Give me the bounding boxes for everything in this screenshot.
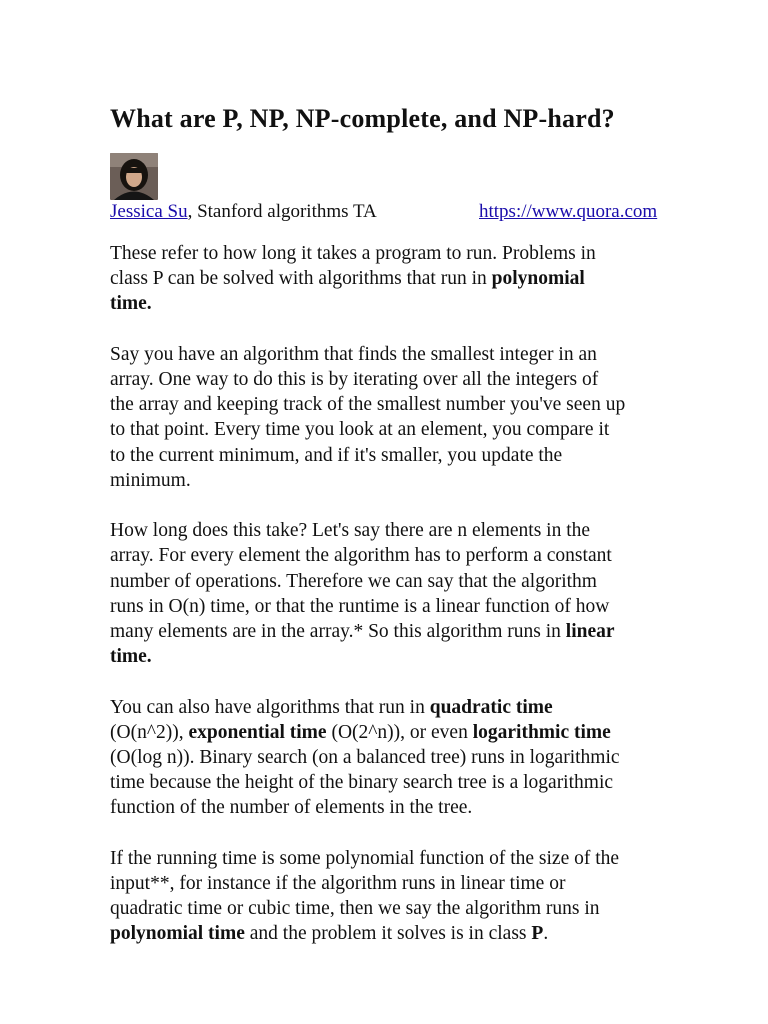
paragraph-3 [110, 518, 730, 669]
paragraph-1 [110, 241, 730, 317]
text-line: array. For every element the algorithm has to perform a constant [110, 545, 612, 567]
text-line: the array and keeping track of the smallest number you've seen up [110, 394, 626, 416]
paragraph-2 [110, 342, 730, 493]
text-line [110, 644, 730, 669]
bold-term: polynomial [491, 268, 585, 290]
avatar [110, 153, 158, 200]
text-line: number of operations. Therefore we can say that the algorithm [110, 570, 597, 592]
author-link[interactable]: Jessica Su [110, 201, 188, 222]
page-title: What are P, NP, NP-complete, and NP-hard? [110, 104, 615, 133]
bold-term: logarithmic time [472, 721, 611, 743]
text-line: class P can be solved with algorithms that run in polynomial [110, 268, 585, 290]
author-role: , Stanford algorithms TA [187, 201, 377, 222]
bold-term: polynomial time [110, 923, 245, 945]
text-line: function of the number of elements in the tree. [110, 797, 473, 819]
bold-term: linear [565, 621, 615, 643]
byline [110, 201, 658, 223]
bold-term: time. [110, 646, 152, 668]
paragraph-4 [110, 695, 730, 821]
text-line: input**, for instance if the algorithm runs in linear time or [110, 873, 566, 895]
text-line: If the running time is some polynomial function of the size of the [110, 847, 620, 869]
text-line: many elements are in the array.* So this algorithm runs in linear [110, 621, 615, 643]
text-line: to that point. Every time you look at an element, you compare it [110, 419, 610, 441]
text-line: time because the height of the binary search tree is a logarithmic [110, 772, 614, 794]
text-line: (O(n^2)), exponential time (O(2^n)), or even logarithmic time [110, 721, 611, 743]
text-line: You can also have algorithms that run in quadratic time [110, 696, 553, 718]
paragraph-5 [110, 846, 730, 947]
text-line: array. One way to do this is by iterating over all the integers of [110, 369, 599, 390]
text-line: quadratic time or cubic time, then we say the algorithm runs in [110, 898, 600, 920]
text-line: runs in O(n) time, or that the runtime is a linear function of how [110, 595, 610, 617]
bold-term: time. [110, 293, 152, 315]
article-body [110, 241, 730, 972]
bold-term: P [531, 923, 544, 945]
text-line: minimum. [110, 469, 191, 491]
source-link[interactable]: https://www.quora.com [479, 201, 658, 222]
text-line: How long does this take? Let's say there are n elements in the [110, 520, 591, 542]
text-line: polynomial time and the problem it solves is in class P. [110, 923, 549, 945]
text-line: to the current minimum, and if it's smaller, you update the [110, 444, 563, 466]
text-line: These refer to how long it takes a program to run. Problems in [110, 243, 596, 264]
text-line: Say you have an algorithm that finds the smallest integer in an [110, 343, 597, 365]
bold-term: quadratic time [429, 696, 553, 718]
text-line: (O(log n)). Binary search (on a balanced tree) runs in logarithmic [110, 747, 620, 769]
text-line [110, 291, 730, 316]
bold-term: exponential time [188, 721, 327, 743]
